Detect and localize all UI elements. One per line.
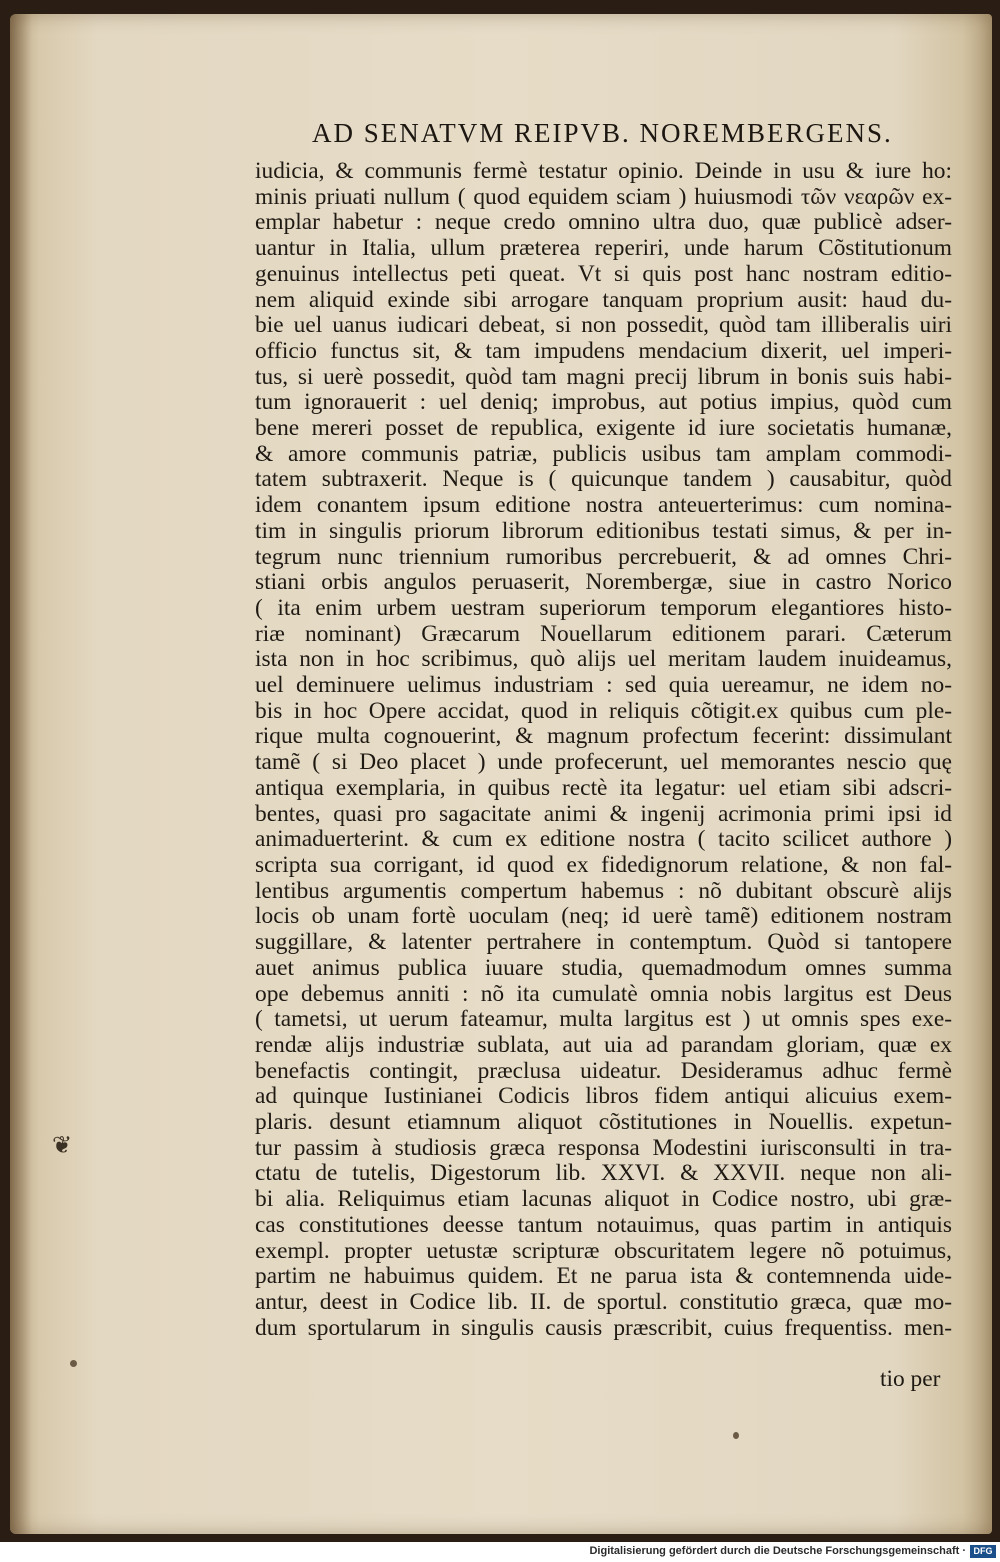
text-line: stiani orbis angulos peruaserit, Norembergæ, siue in castro Norico [255,570,952,596]
text-line: idem conantem ipsum editione nostra anteuerterimus: cum nomina- [255,493,952,519]
text-line: suggillare, & latenter pertrahere in contemptum. Quòd si tantopere [255,930,952,956]
text-line: tum ignorauerit : uel deniq; improbus, aut potius impius, quòd cum [255,390,952,416]
text-line: locis ob unam fortè uoculam (neq; id uerè tamẽ) editionem nostram [255,904,952,930]
text-line: rendæ alijs industriæ sublata, aut uia ad parandam gloriam, quæ ex [255,1032,952,1058]
text-line: ope debemus anniti : nõ ita cumulatè omnia nobis largitus est Deus [255,981,952,1007]
text-line: plaris. desunt etiamnum aliquot cõstitutiones in Nouellis. expetun- [255,1110,952,1136]
text-line: officio functus sit, & tam impudens mendacium dixerit, uel imperi- [255,338,952,364]
text-line: cas constitutiones deesse tantum notauimus, quas partim in antiquis [255,1212,952,1238]
text-line: scripta sua corrigant, id quod ex fidedignorum relatione, & non fal- [255,852,952,878]
text-line: auet animus publica iuuare studia, quemadmodum omnes summa [255,955,952,981]
text-line: minis priuati nullum ( quod equidem sciam ) huiusmodi τῶν νεαρῶν ex- [255,184,952,210]
dfg-logo: DFG [970,1545,996,1558]
text-line: bene mereri posset de republica, exigente id iure societatis humanæ, [255,416,952,442]
text-line: iudicia, & communis fermè testatur opinio. Deinde in usu & iure ho: [255,159,952,184]
text-line: tim in singulis priorum librorum editionibus testati simus, & per in- [255,518,952,544]
text-line: tur passim à studiosis græca responsa Modestini iurisconsulti in tra- [255,1135,952,1161]
text-line: partim ne habuimus quidem. Et ne parua ista & contemnenda uide- [255,1264,952,1290]
text-line: riæ nominant) Græcarum Nouellarum editionem parari. Cæterum [255,621,952,647]
funding-credit: Digitalisierung gefördert durch die Deutsche Forschungsgemeinschaft · [589,1545,966,1557]
text-line: animaduerterint. & cum ex editione nostra ( tacito scilicet authore ) [255,827,952,853]
text-line: tatem subtraxerit. Neque is ( quicunque tandem ) causabitur, quòd [255,467,952,493]
text-line: ( ita enim urbem uestram superiorum temporum elegantiores histo- [255,595,952,621]
text-line: antur, deest in Codice lib. II. de sportul. constitutio græca, quæ mo- [255,1289,952,1315]
text-line: nem aliquid exinde sibi arrogare tanquam proprium ausit: haud du- [255,287,952,313]
text-line: benefactis contingit, præclusa uideatur. Desideramus adhuc fermè [255,1058,952,1084]
paper-speck [733,1432,739,1439]
text-line: bi alia. Reliquimus etiam lacunas aliquot in Codice nostro, ubi græ- [255,1187,952,1213]
ornament-icon: ❦ [52,1133,73,1159]
text-line: ( tametsi, ut uerum fateamur, multa largitus est ) ut omnis spes exe- [255,1007,952,1033]
text-line: bentes, quasi pro sagacitate animi & ingenij acrimonia primi ipsi id [255,801,952,827]
text-line: tamẽ ( si Deo placet ) unde profecerunt, uel memorantes nescio quę [255,750,952,776]
text-line: rique multa cognouerint, & magnum profectum fecerint: dissimulant [255,724,952,750]
text-line: & amore communis patriæ, publicis usibus tam amplam commodi- [255,441,952,467]
text-line: lentibus argumentis compertum habemus : nõ dubitant obscurè alijs [255,878,952,904]
text-line: genuinus intellectus peti queat. Vt si quis post hanc nostram editio- [255,261,952,287]
text-line: exempl. propter uetustæ scripturæ obscuritatem legere nõ potuimus, [255,1238,952,1264]
text-line: tegrum nunc triennium rumoribus percrebuerit, & ad omnes Chri- [255,544,952,570]
running-header: AD SENATVM REIPVB. NOREMBERGENS. [312,118,893,148]
body-text [255,159,952,1341]
text-line: ista non in hoc scribimus, quò alijs uel meritam laudem inuideamus, [255,647,952,673]
text-line: uantur in Italia, ullum præterea reperiri, unde harum Cõstitutionum [255,236,952,262]
text-line: ctatu de tutelis, Digestorum lib. XXVI. & XXVII. neque non ali- [255,1161,952,1187]
text-line: bis in hoc Opere accidat, quod in reliquis cõtigit.ex quibus cum ple- [255,698,952,724]
paper-speck [70,1360,77,1367]
footer-bar [0,1542,1000,1562]
text-line: bie uel uanus iudicari debeat, si non possedit, quòd tam illiberalis uiri [255,313,952,339]
text-line: antiqua exemplaria, in quibus rectè ita legatur: uel etiam sibi adscri- [255,775,952,801]
text-line: uel deminuere uelimus industriam : sed quia uereamur, ne idem no- [255,673,952,699]
text-line: emplar habetur : neque credo omnino ultra duo, quæ publicè adser- [255,210,952,236]
text-line: dum sportularum in singulis causis præscribit, cuius frequentiss. men- [255,1315,952,1341]
catchword: tio per [880,1366,941,1392]
text-line: tus, si uerè possedit, quòd tam magni precij librum in bonis suis habi- [255,364,952,390]
text-line: ad quinque Iustinianei Codicis libros fidem antiqui alicuius exem- [255,1084,952,1110]
